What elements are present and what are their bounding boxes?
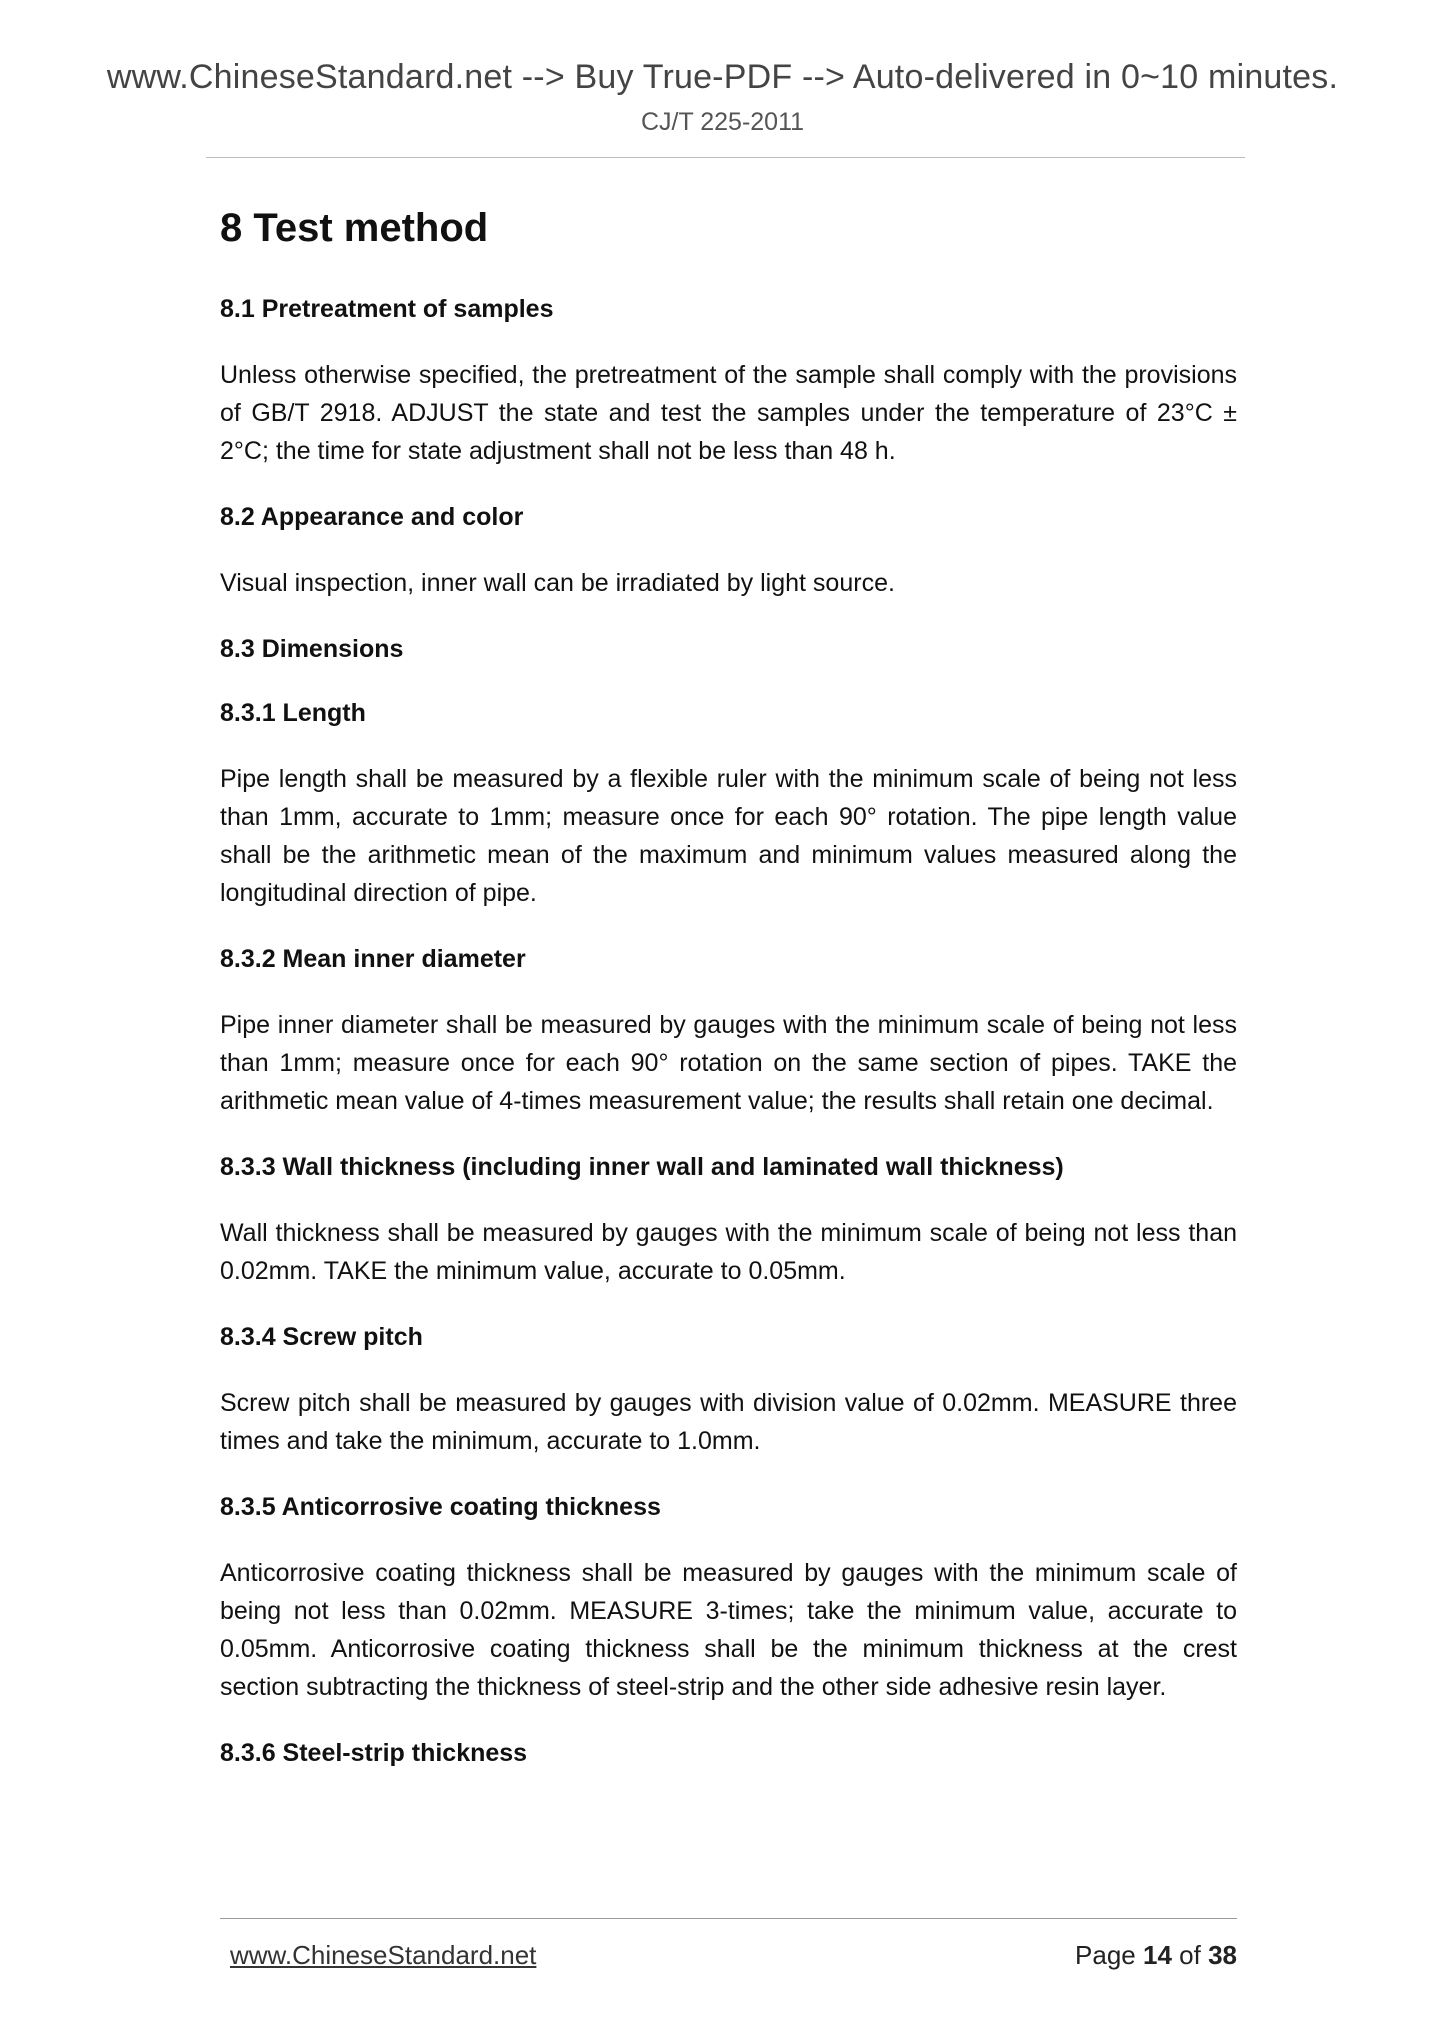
subsection-heading: 8.3.6 Steel-strip thickness bbox=[220, 1739, 528, 1767]
page-content bbox=[220, 200, 1237, 1800]
page-of: of bbox=[1179, 1940, 1201, 1970]
footer-divider bbox=[220, 1918, 1237, 1919]
subsection-heading: 8.3.2 Mean inner diameter bbox=[220, 945, 526, 973]
section-title: 8 Test method bbox=[220, 206, 489, 250]
subsection-heading: 8.3.4 Screw pitch bbox=[220, 1323, 423, 1351]
subsection-heading: 8.3.1 Length bbox=[220, 699, 366, 727]
footer-website-link[interactable]: www.ChineseStandard.net bbox=[230, 1940, 537, 1970]
header-divider bbox=[206, 157, 1245, 158]
paragraph: Unless otherwise specified, the pretreatment of the sample shall comply with the provisions of GB/T 2918. ADJUST the state and test the samples under the temperature of 23°C ± 2°C; the time for state adjustment shall not be less than 48 h. bbox=[220, 361, 1237, 465]
page-number bbox=[1075, 1940, 1237, 1971]
page-word: Page bbox=[1075, 1940, 1136, 1970]
paragraph: Screw pitch shall be measured by gauges with division value of 0.02mm. MEASURE three times and take the minimum, accurate to 1.0mm. bbox=[220, 1389, 1237, 1455]
page-total: 38 bbox=[1208, 1940, 1237, 1970]
subsection-heading: 8.1 Pretreatment of samples bbox=[220, 295, 554, 323]
paragraph: Visual inspection, inner wall can be irradiated by light source. bbox=[220, 569, 895, 597]
header-banner: www.ChineseStandard.net --> Buy True-PDF --> Auto-delivered in 0~10 minutes. bbox=[106, 58, 1339, 96]
paragraph: Pipe length shall be measured by a flexible ruler with the minimum scale of being not less than 1mm, accurate to 1mm; measure once for each 90° rotation. The pipe length value shall be the arithmetic mean of the maximum and minimum values measured along the longitudinal direction of pipe. bbox=[220, 765, 1237, 907]
paragraph: Wall thickness shall be measured by gauges with the minimum scale of being not less than 0.02mm. TAKE the minimum value, accurate to 0.05mm. bbox=[220, 1219, 1237, 1285]
standard-code: CJ/T 225-2011 bbox=[640, 108, 805, 136]
subsection-heading: 8.3.3 Wall thickness (including inner wall and laminated wall thickness) bbox=[220, 1153, 1064, 1181]
subsection-heading: 8.3 Dimensions bbox=[220, 635, 404, 663]
subsection-heading: 8.3.5 Anticorrosive coating thickness bbox=[220, 1493, 661, 1521]
paragraph: Anticorrosive coating thickness shall be measured by gauges with the minimum scale of being not less than 0.02mm. MEASURE 3-times; take the minimum value, accurate to 0.05mm. Anticorrosive coating thickness shall be the minimum thickness at the crest section subtracting the thickness of steel-strip and the other side adhesive resin layer. bbox=[220, 1559, 1237, 1701]
paragraph: Pipe inner diameter shall be measured by gauges with the minimum scale of being not less than 1mm; measure once for each 90° rotation on the same section of pipes. TAKE the arithmetic mean value of 4-times measurement value; the results shall retain one decimal. bbox=[220, 1011, 1237, 1115]
page-current: 14 bbox=[1143, 1940, 1172, 1970]
subsection-heading: 8.2 Appearance and color bbox=[220, 503, 524, 531]
